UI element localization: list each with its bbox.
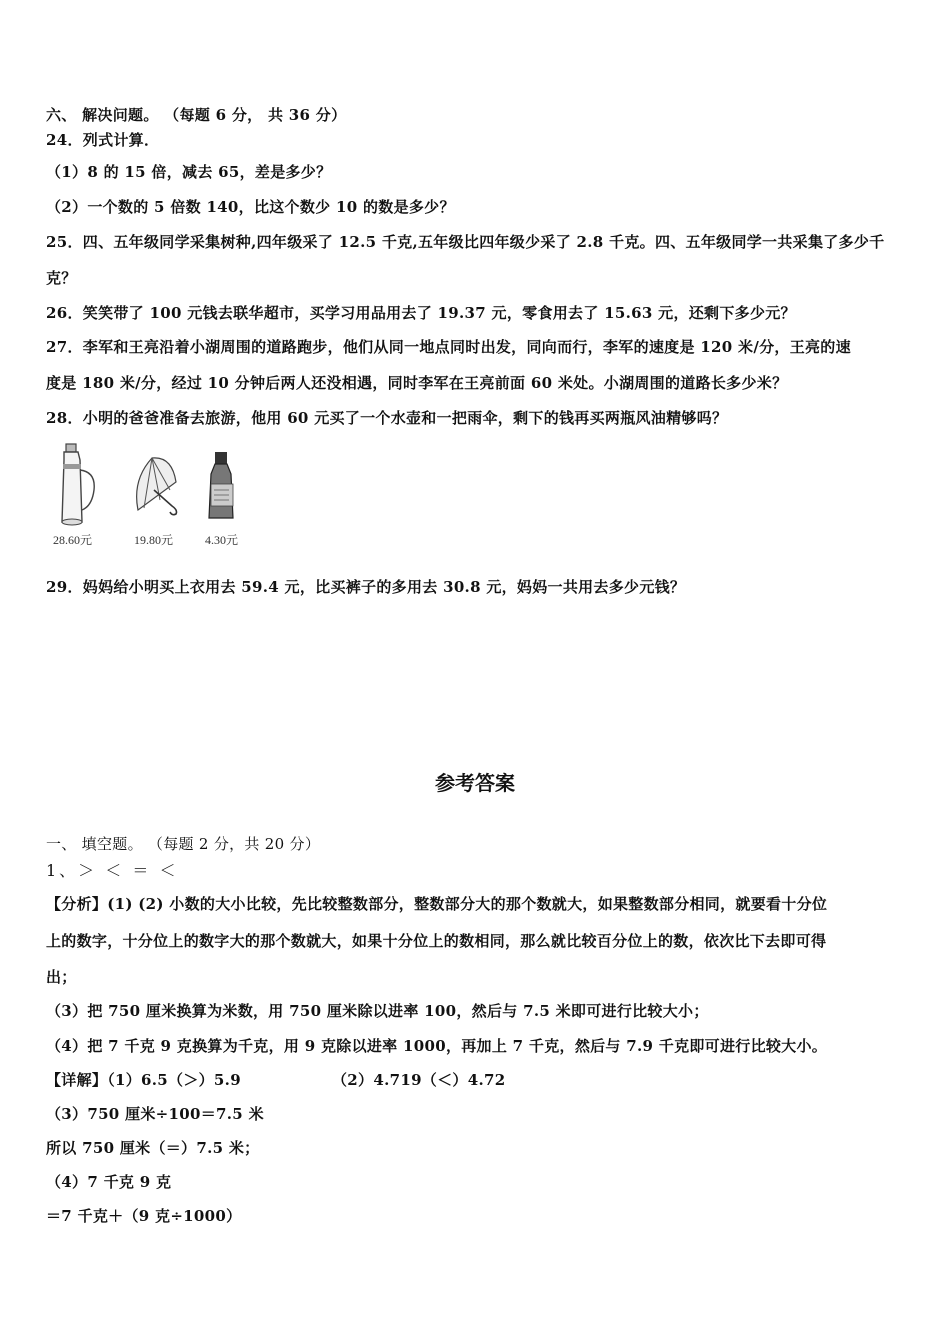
kettle-icon [52,440,102,528]
bottle-icon [201,450,241,522]
answer-1: 1、＞ ＜ ＝ ＜ [46,861,179,880]
problem-29: 29．妈妈给小明买上衣用去 59.4 元，比买裤子的多用去 30.8 元，妈妈一共用去多少元钱？ [46,578,686,596]
problem-25-line2: 克？ [46,269,77,287]
analysis-line2: 上的数字，十分位上的数字大的那个数就大，如果十分位上的数相同，那么就比较百分位上的数，依次比下去即可得 [46,932,827,950]
problem-28: 28．小明的爸爸准备去旅游，他用 60 元买了一个水壶和一把雨伞，剩下的钱再买两瓶风油精够吗？ [46,409,728,427]
problem-26: 26．笑笑带了 100 元钱去联华超市，买学习用品用去了 19.37 元，零食用去了 15.63 元，还剩下多少元？ [46,304,796,322]
detail-3b: 所以 750 厘米（＝）7.5 米； [46,1139,260,1157]
detail-line1 [46,1069,906,1090]
umbrella-figure [130,450,184,522]
problem-24-1: （1）8 的 15 倍，减去 65，差是多少？ [46,163,332,181]
oil-bottle-figure [201,450,241,522]
detail-4b: ＝7 千克＋（9 克÷1000） [46,1207,242,1225]
detail-1: 【详解】（1）6.5（＞）5.9 [46,1071,241,1089]
problem-27-line2: 度是 180 米/分，经过 10 分钟后两人还没相遇，同时李军在王亮前面 60 米处。小湖周围的道路长多少米？ [46,374,788,392]
detail-3: （3）750 厘米÷100＝7.5 米 [46,1105,264,1123]
problem-24: 24．列式计算． [46,131,160,149]
problem-25-line1: 25．四、五年级同学采集树种,四年级采了 12.5 千克,五年级比四年级少采了 2.8 千克。四、五年级同学一共采集了多少千 [46,233,885,251]
answers-section1-heading: 一、 填空题。 （每题 2 分，共 20 分） [46,835,321,853]
umbrella-price: 19.80元 [134,533,174,547]
detail-2: （2）4.719（＜）4.72 [332,1071,506,1089]
analysis-4: （4）把 7 千克 9 克换算为千克，用 9 克除以进率 1000，再加上 7 千克，然后与 7.9 千克即可进行比较大小。 [46,1037,828,1055]
umbrella-icon [130,450,184,522]
oil-price: 4.30元 [205,533,239,547]
problem-27-line1: 27．李军和王亮沿着小湖周围的道路跑步，他们从同一地点同时出发，同向而行，李军的速度是 120 米/分，王亮的速 [46,338,851,356]
answers-title: 参考答案 [435,771,515,795]
problem-24-2: （2）一个数的 5 倍数 140，比这个数少 10 的数是多少？ [46,198,455,216]
detail-4: （4）7 千克 9 克 [46,1173,172,1191]
section6-heading: 六、 解决问题。 （每题 6 分， 共 36 分） [46,106,347,124]
analysis-3: （3）把 750 厘米换算为米数，用 750 厘米除以进率 100，然后与 7.5 米即可进行比较大小； [46,1002,709,1020]
kettle-price: 28.60元 [53,533,93,547]
analysis-line1: 【分析】(1) (2) 小数的大小比较，先比较整数部分，整数部分大的那个数就大，如果整数部分相同，就要看十分位 [46,895,828,913]
analysis-line3: 出； [46,968,77,986]
kettle-figure [52,440,102,528]
